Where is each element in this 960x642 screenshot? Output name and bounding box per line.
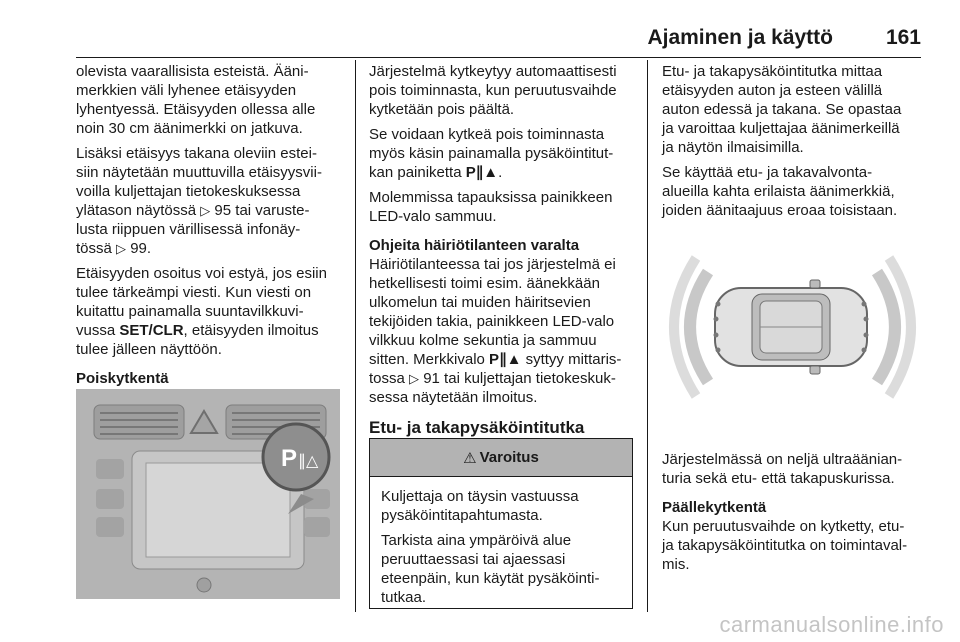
section-heading: Poiskytkentä [76,370,169,387]
text-line: tekijöiden takia, painikkeen LED-valo [369,313,615,330]
text-line: Etäisyyden osoitus voi estyä, jos esiin [76,265,327,282]
section-heading: Etu- ja takapysäköintitutka [369,418,585,437]
paragraph [369,188,639,226]
text-line: siin näytetään muuttuvilla etäisyysvii- [76,164,322,181]
text-line: Järjestelmä kytkeytyy automaattisesti [369,63,617,80]
text-line: ja takapysäköintitutka on toimintaval- [662,537,908,554]
paragraph [662,62,932,157]
text-line: Kuljettaja on täysin vastuussa [381,488,579,505]
text-line: Molemmissa tapauksissa painikkeen [369,189,613,206]
text-line: peruuttaessasi tai ajaessasi [381,551,566,568]
text-line: lyhentyessä. Etäisyyden ollessa alle [76,101,316,118]
button-name: SET/CLR [119,322,184,339]
text-line: LED-valo sammuu. [369,208,497,225]
text-line: pois toiminnasta, kun peruutusvaihde [369,82,617,99]
text-line: alueilla kahta erilaista äänimerkkiä, [662,183,895,200]
text-line: pysäköintitapahtumasta. [381,507,543,524]
header-rule [76,57,921,58]
warning-header [370,439,632,477]
text-line: tutkaa. [381,589,427,606]
text-line: kuitattu painamalla suuntavilkkuvi- [76,303,304,320]
paragraph [369,255,639,407]
text-line: tossa ▷ 91 tai kuljettajan tietokeskuk- [369,370,616,387]
text-line: auton edessä ja takana. Se opastaa [662,101,902,118]
text-line: Järjestelmässä on neljä ultraäänian- [662,451,903,468]
page-number: 161 [885,26,921,49]
svg-text:∥△: ∥△ [298,453,319,470]
text-line: kan painiketta P∥▲. [369,164,503,181]
text-line: ylätason näytössä ▷ 95 tai varuste- [76,202,310,219]
page-ref-arrow-icon[interactable]: ▷ [200,203,211,218]
text-line: ja näytön ilmaisimilla. [662,139,804,156]
column-3-lower [662,450,932,580]
text-line: vilkkuu kolme sekuntia ja sammuu [369,332,597,349]
text-line: Se käyttää etu- ja takavalvonta- [662,164,873,181]
page-title: Ajaminen ja käyttö [647,26,833,49]
paragraph [76,144,346,258]
text-line: joiden äänitaajuus eroaa toisistaan. [662,202,898,219]
text-line: Etu- ja takapysäköintitutka mittaa [662,63,883,80]
paragraph [369,62,639,119]
column-3 [662,62,932,226]
text-line: kytketään pois päältä. [369,101,515,118]
dashboard-illustration-svg [76,389,340,599]
text-line: ja varoittaa kuljettajaa äänimerkeillä [662,120,900,137]
page-ref-arrow-icon[interactable]: ▷ [409,371,420,386]
text-line: merkkien väli lyhenee etäisyyden [76,82,297,99]
warning-body [370,477,632,607]
text-line: turia sekä etu- että takapuskurissa. [662,470,895,487]
text-line: etäisyyden auton ja esteen välillä [662,82,883,99]
subsection-heading: Ohjeita häiriötilanteen varalta [369,237,580,254]
paragraph [381,531,622,607]
paragraph [76,62,346,138]
car-sensor-illustration-svg [660,222,925,432]
text-line: hetkellisesti toimi esim. äänekkään [369,275,600,292]
text-line: olevista vaarallisista esteistä. Ääni- [76,63,309,80]
page-header [76,10,921,48]
paragraph [662,163,932,220]
column-divider-1 [355,60,356,612]
park-assist-icon: P∥▲ [489,351,522,368]
paragraph [662,517,932,574]
page-ref-arrow-icon[interactable]: ▷ [116,241,127,256]
park-assist-icon: P∥▲ [465,164,499,181]
text-line: tulee tärkeämpi viesti. Kun viesti on [76,284,312,301]
dashboard-illustration [76,389,340,599]
text-line: Se voidaan kytkeä pois toiminnasta [369,126,605,143]
paragraph [369,125,639,182]
paragraph [76,264,346,359]
text-line: Lisäksi etäisyys takana oleviin estei- [76,145,317,162]
column-1 [76,62,346,388]
text-line: Kun peruutusvaihde on kytketty, etu- [662,518,905,535]
paragraph [662,450,932,488]
text-line: ulkomelun tai muiden häiritsevien [369,294,591,311]
car-sensor-illustration [660,222,925,432]
text-line: noin 30 cm äänimerkki on jatkuva. [76,120,303,137]
text-line: sessa näytetään ilmoitus. [369,389,538,406]
column-divider-2 [647,60,648,612]
warning-triangle-icon: ⚠ [463,449,477,467]
text-line: Häiriötilanteessa tai jos järjestelmä ei [369,256,616,273]
park-button-label: P [281,445,298,472]
text-line: vussa SET/CLR, etäisyyden ilmoitus [76,322,319,339]
paragraph [381,487,622,525]
watermark: carmanualsonline.info [719,612,944,637]
text-line: Tarkista aina ympäröivä alue [381,532,572,549]
text-line: tulee jälleen näyttöön. [76,341,222,358]
text-line: mis. [662,556,690,573]
warning-title: Varoitus [479,449,539,466]
text-line: tössä ▷ 99. [76,240,152,257]
text-line: voilla kuljettajan tietokeskuksessa [76,183,301,200]
warning-box [369,438,633,609]
text-line: sitten. Merkkivalo P∥▲ syttyy mittaris- [369,351,622,368]
text-line: myös käsin painamalla pysäköintitut- [369,145,614,162]
subsection-heading: Päällekytkentä [662,499,767,516]
text-line: eteenpäin, kun käytät pysäköinti- [381,570,600,587]
column-2 [369,62,639,439]
text-line: lusta riippuen värillisessä infonäy- [76,221,301,238]
